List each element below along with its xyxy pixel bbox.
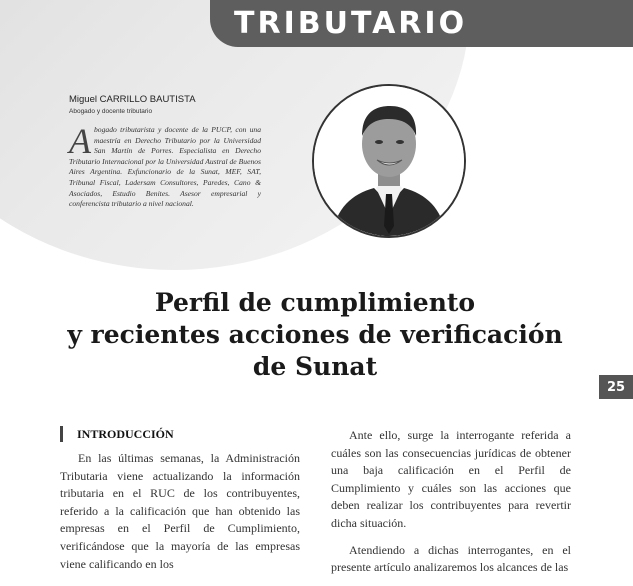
title-line-3: de Sunat: [252, 352, 378, 381]
author-portrait-icon: [314, 86, 464, 236]
right-paragraph-1: Ante ello, surge la interrogante referida a cuáles son las consecuencias jurídicas de obtener una baja calificación en el Perfil de Cumplimiento y cuáles son las acciones que deben realizar los contribuyentes para revertir dicha situación.: [331, 428, 571, 530]
page-number: 25: [599, 375, 633, 399]
section-title: TRIBUTARIO: [234, 6, 468, 41]
bio-text: bogado tributarista y docente de la PUCP, con una maestría en Derecho Tributario por la Universidad San Martín de Porres. Especialista en Derecho Tributario Internacional por la Universidad Austral de Buenos Aires Argentina. Exfuncionario de la Sunat, MEF, SAT, Tribunal Fiscal, Ladersam Consultores, Paredes, Cano & Asociados, Estudio Benites. Asesor empresarial y conferencista tributario a nivel nacional.: [69, 125, 261, 209]
article-title: [40, 287, 590, 383]
title-line-1: Perfil de cumplimiento: [154, 288, 476, 317]
right-column: [331, 427, 571, 586]
title-line-2: y recientes acciones de verificación: [67, 320, 563, 349]
author-name: Miguel CARRILLO BAUTISTA: [69, 94, 196, 105]
left-column: [60, 450, 300, 582]
bio-dropcap: A: [69, 121, 91, 161]
author-bio: [69, 121, 261, 210]
author-role: Abogado y docente tributario: [69, 108, 153, 115]
section-heading: INTRODUCCIÓN: [60, 426, 174, 442]
right-paragraph-2: Atendiendo a dichas interrogantes, en el presente artículo analizaremos los alcances de las: [331, 542, 571, 575]
left-paragraph: En las últimas semanas, la Administración Tributaria viene actualizando la información tributaria en el RUC de los contribuyentes, referido a la calificación que han obtenido las empresas en el Perfil de Cumplimiento, verificándose que la mayoría de las empresas viene calificando en los: [60, 451, 300, 571]
author-photo: [312, 84, 466, 238]
section-banner: [210, 0, 633, 47]
